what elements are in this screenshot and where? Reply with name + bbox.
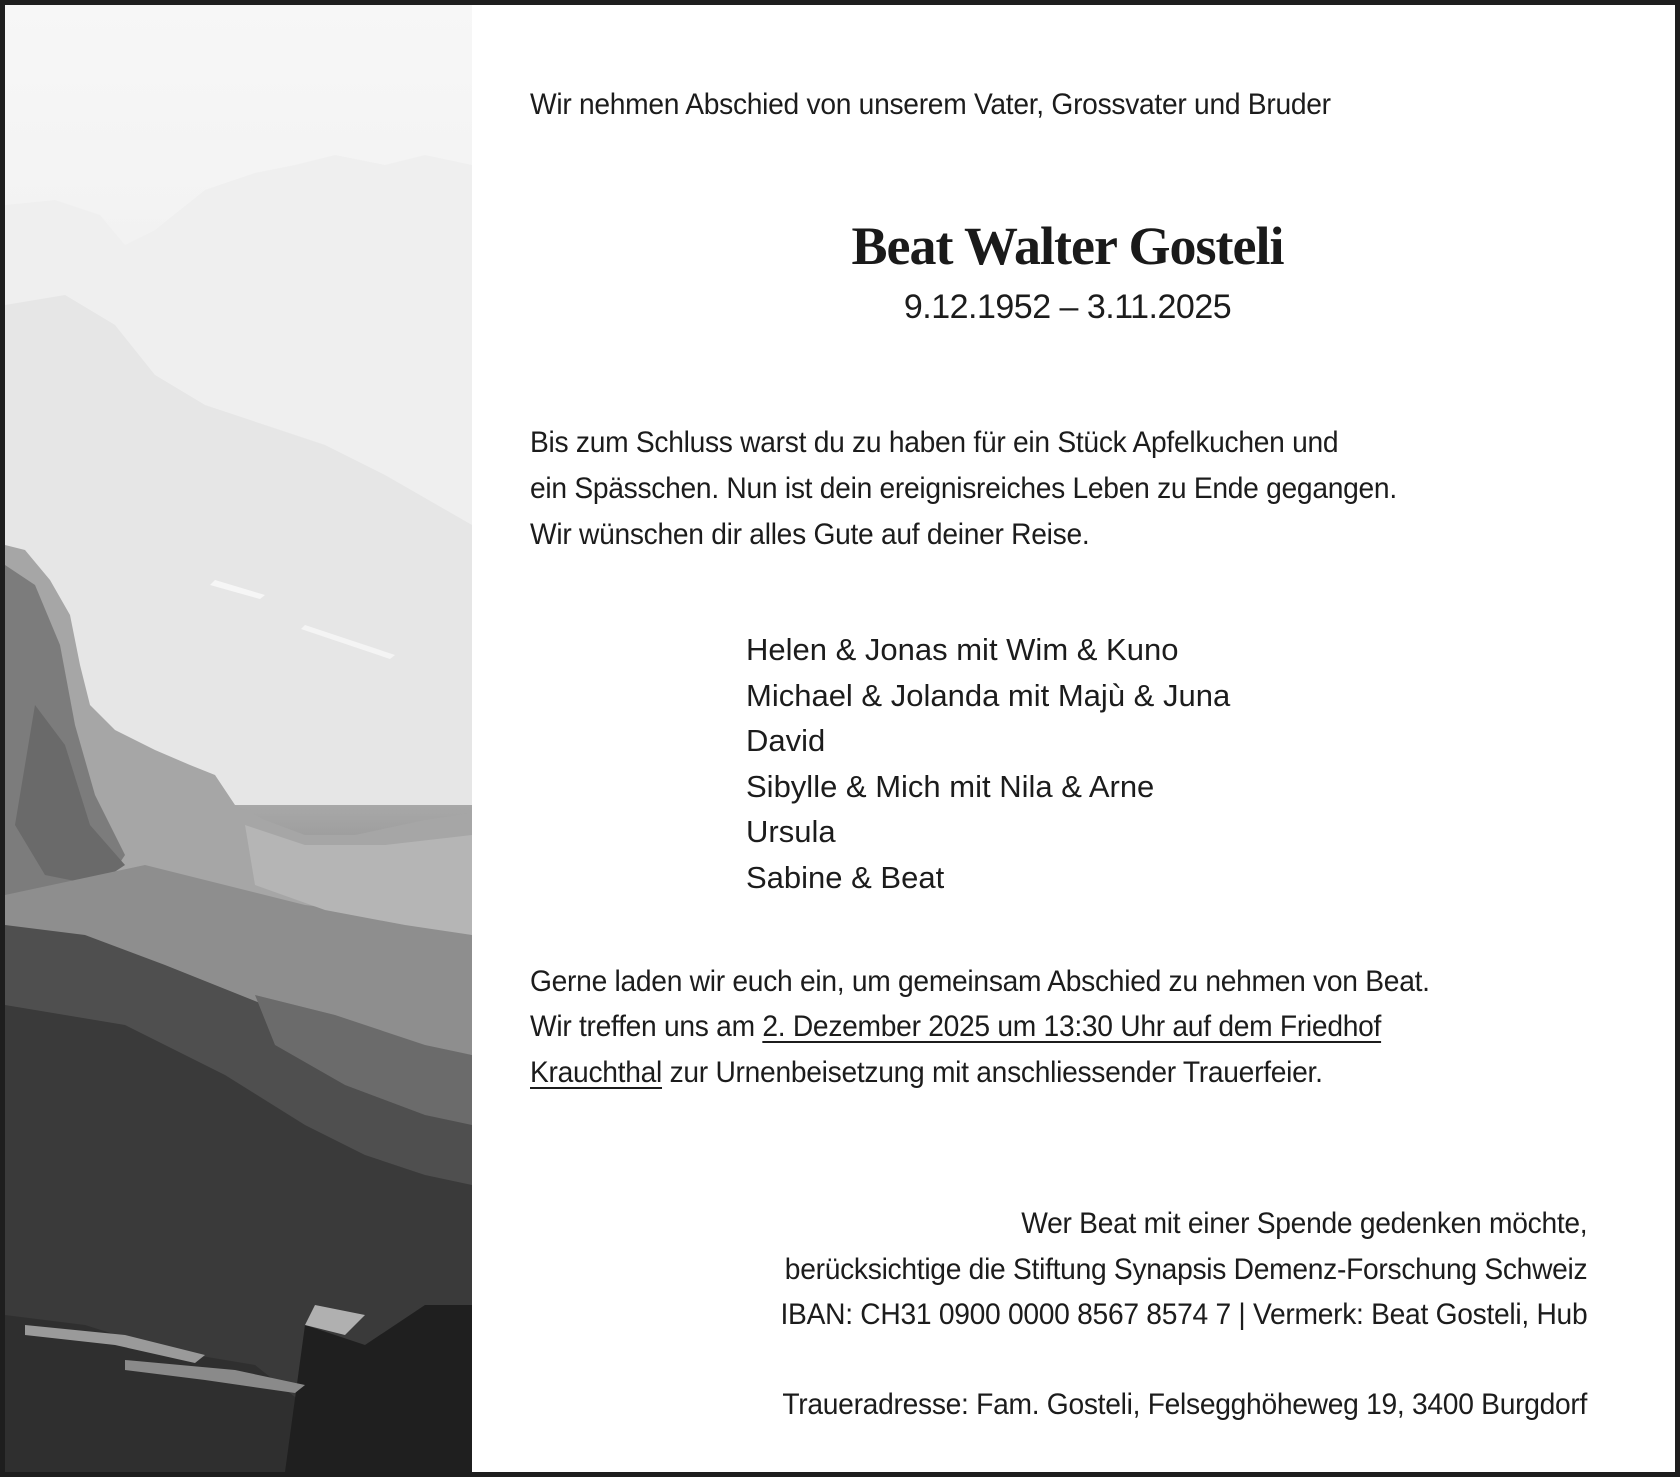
intro-text: Wir nehmen Abschied von unserem Vater, Grossvater und Bruder	[530, 88, 1331, 121]
invitation-line-1: Gerne laden wir euch ein, um gemeinsam Abschied zu nehmen von Beat.	[530, 965, 1430, 998]
life-dates: 9.12.1952 – 3.11.2025	[903, 288, 1232, 326]
invitation-suffix: zur Urnenbeisetzung mit anschliessender Trauerfeier.	[662, 1056, 1323, 1089]
invitation-line-2	[530, 1004, 1381, 1050]
invitation-line-3	[530, 1050, 1323, 1096]
ceremony-location-link[interactable]: Krauchthal	[530, 1056, 663, 1089]
invitation-prefix: Wir treffen uns am	[530, 1010, 763, 1043]
deceased-name: Beat Walter Gosteli	[851, 216, 1284, 276]
mountain-landscape-image	[5, 5, 472, 1472]
mourner-entry: David	[746, 723, 826, 758]
donation-line-1: Wer Beat mit einer Spende gedenken möchte,	[1020, 1207, 1587, 1240]
mourner-entry: Michael & Jolanda mit Majù & Juna	[746, 677, 1231, 713]
donation-block	[729, 1201, 1587, 1338]
ceremony-date-link[interactable]: 2. Dezember 2025 um 13:30 Uhr auf dem Friedhof	[762, 1010, 1382, 1043]
donation-line-2: berücksichtige die Stiftung Synapsis Demenz-Forschung Schweiz	[784, 1252, 1587, 1286]
mourners-list	[746, 627, 1230, 900]
message-line-3: Wir wünschen dir alles Gute auf deiner Reise.	[530, 518, 1090, 551]
mourning-address: Traueradresse: Fam. Gosteli, Felsegghöheweg 19, 3400 Burgdorf	[782, 1388, 1587, 1421]
mourner-entry: Sibylle & Mich mit Nila & Arne	[746, 768, 1155, 804]
message-line-2: ein Spässchen. Nun ist dein ereignisreiches Leben zu Ende gegangen.	[530, 472, 1397, 505]
mourner-entry: Sabine & Beat	[746, 859, 945, 895]
mourner-entry: Helen & Jonas mit Wim & Kuno	[746, 632, 1179, 667]
mountain-photo	[5, 5, 472, 1472]
mourner-entry: Ursula	[746, 814, 836, 849]
address-block	[731, 1382, 1587, 1428]
message-line-1: Bis zum Schluss warst du zu haben für ein Stück Apfelkuchen und	[530, 426, 1339, 459]
donation-iban-line: IBAN: CH31 0900 0000 8567 8574 7 | Vermerk: Beat Gosteli, Hub	[780, 1298, 1587, 1331]
